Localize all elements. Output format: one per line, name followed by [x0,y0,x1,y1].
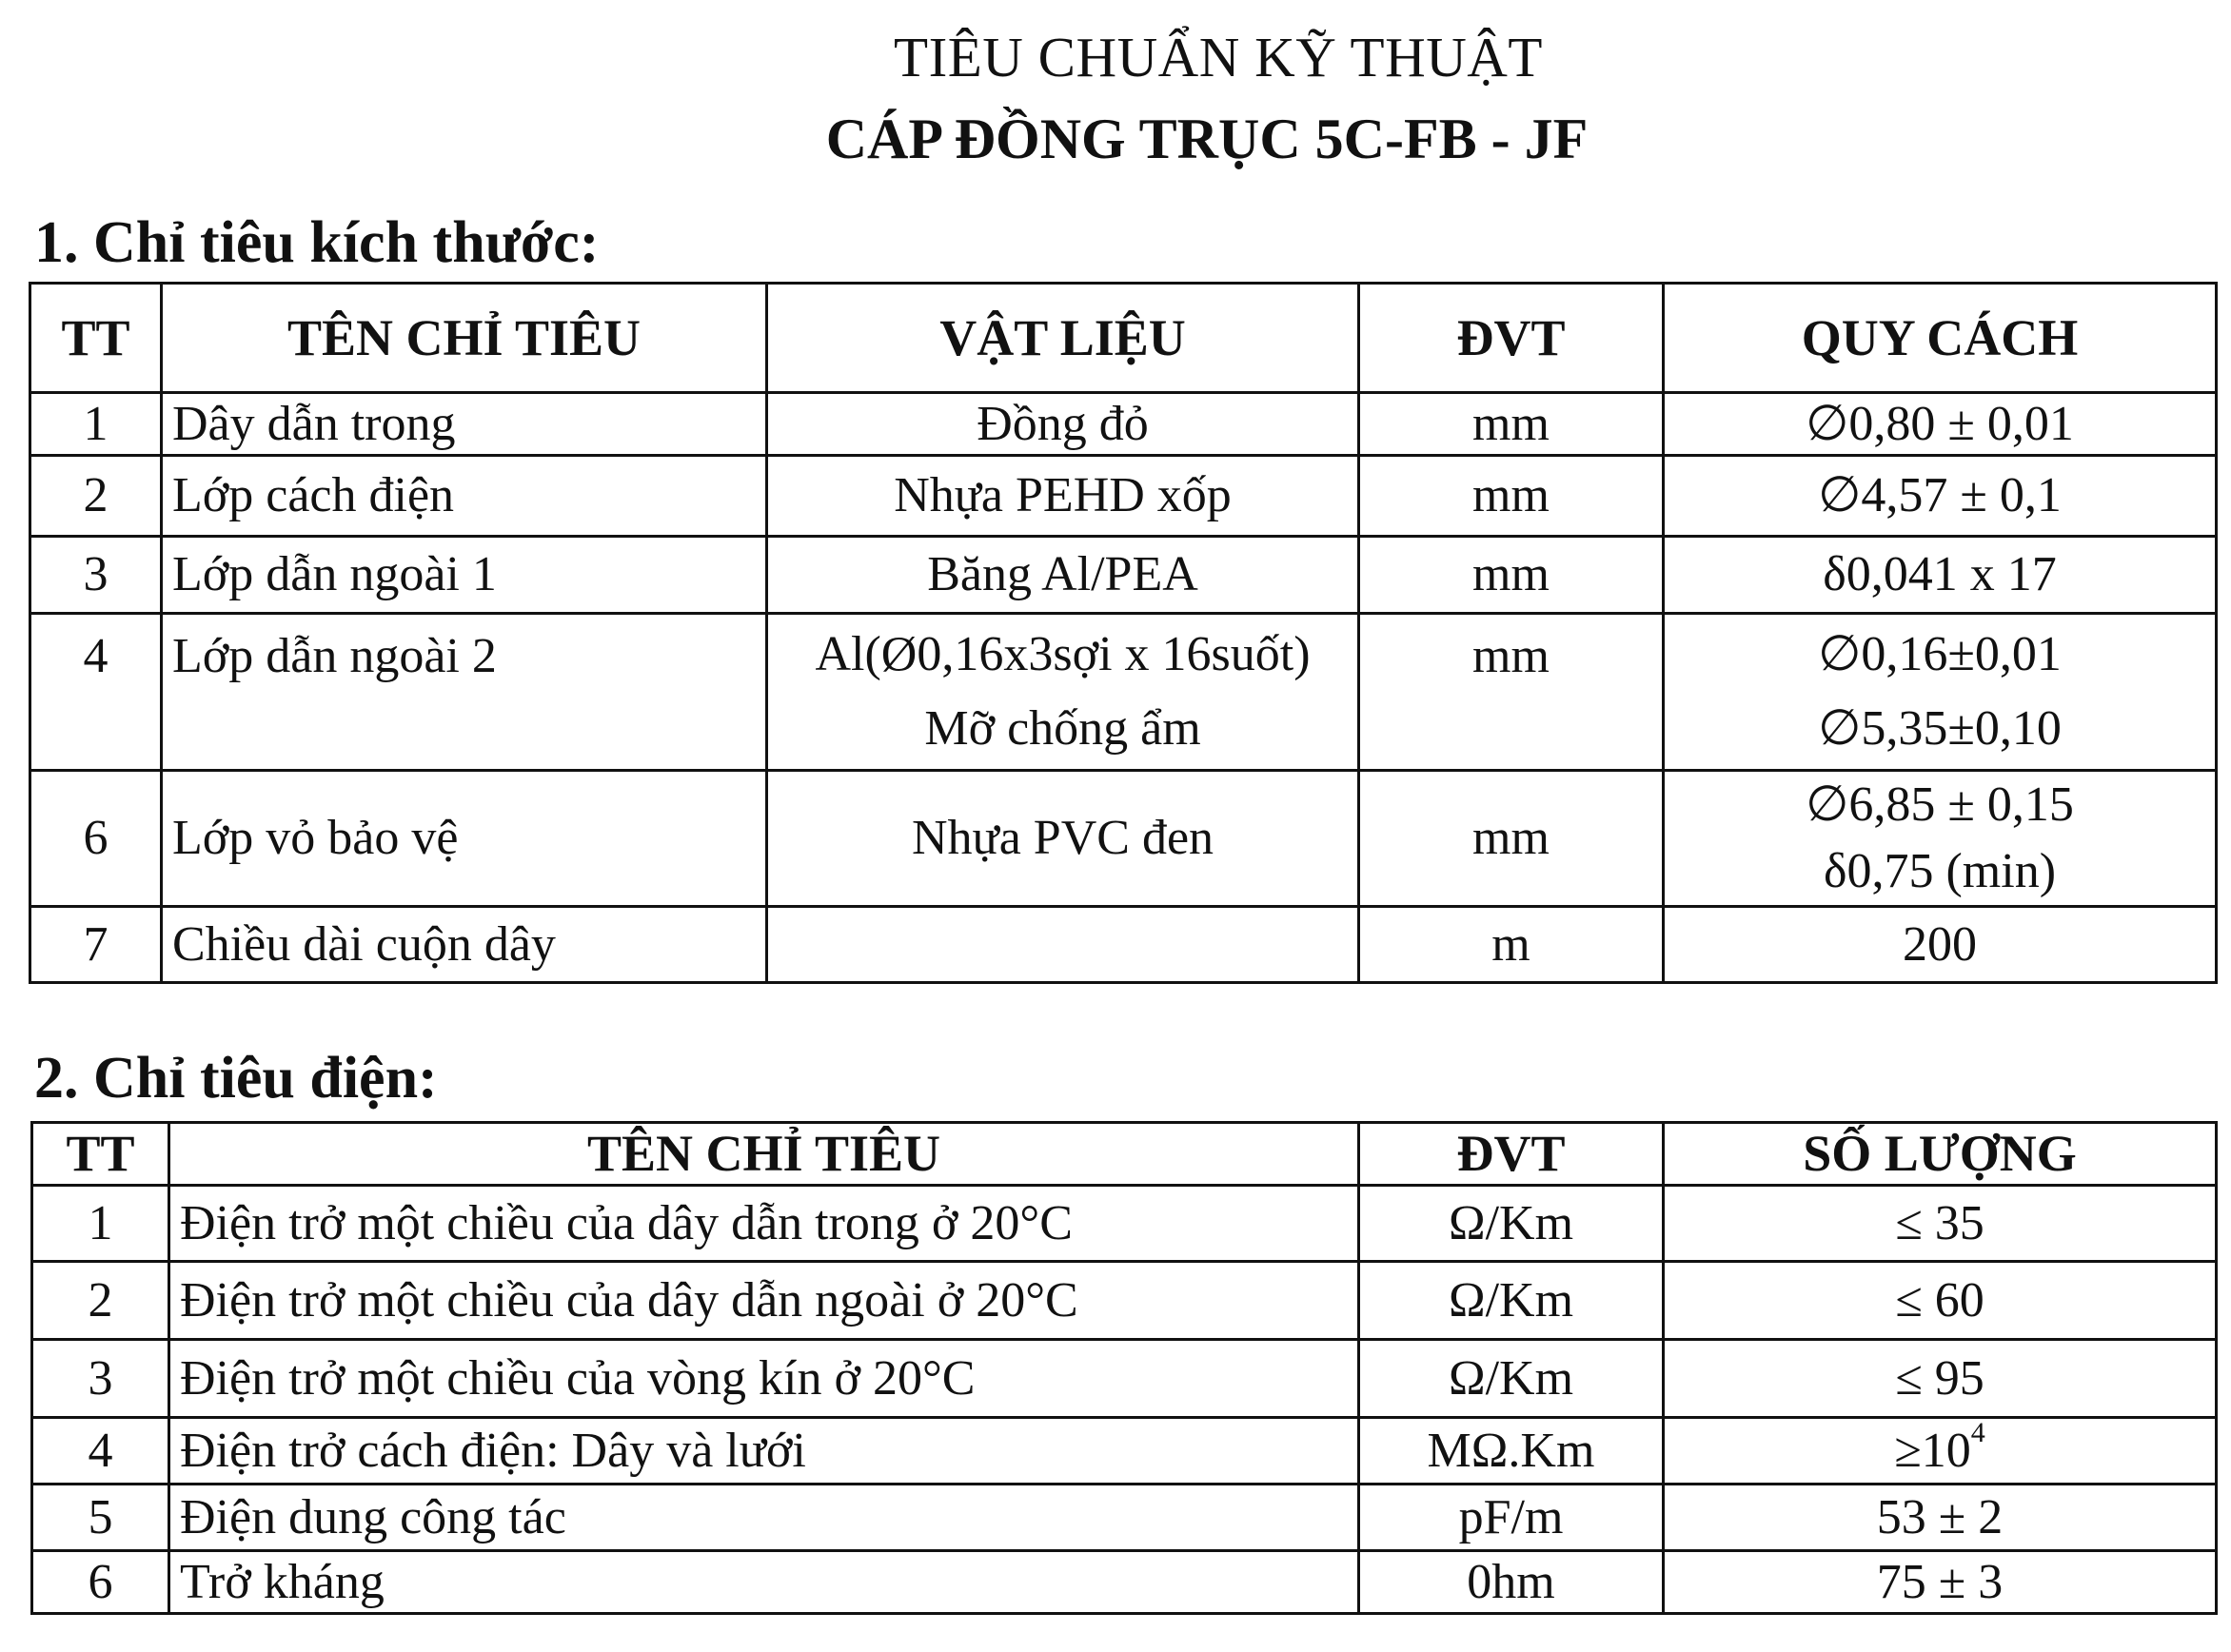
dimension-spec-table [29,282,2218,984]
column-header-name: TÊN CHỈ TIÊU [169,1123,1359,1186]
row-material: Al(Ø0,16x3sợi x 16suốt) [815,627,1311,681]
table-row [32,1262,2217,1340]
row-tt: 2 [32,1262,169,1340]
row-name: Lớp dẫn ngoài 2 [162,614,767,771]
row-unit: mm [1359,771,1664,907]
table-header-row [32,1123,2217,1186]
column-header-unit: ĐVT [1359,1123,1664,1186]
column-header-tt: TT [30,284,162,393]
row-name: Điện trở cách điện: Dây và lưới [169,1418,1359,1485]
row-name: Điện trở một chiều của dây dẫn trong ở 20°C [169,1186,1359,1262]
table-row [32,1186,2217,1262]
row-value: 53 ± 2 [1664,1485,2217,1551]
row-tt: 3 [30,537,162,614]
row-tt: 6 [30,771,162,907]
row-name: Điện dung công tác [169,1485,1359,1551]
row-material-cell [767,614,1359,771]
row-name: Lớp dẫn ngoài 1 [162,537,767,614]
table-row [30,614,2217,771]
row-unit: Ω/Km [1359,1340,1664,1418]
row-unit: 0hm [1359,1551,1664,1614]
section2-heading: 2. Chỉ tiêu điện: [34,1046,438,1111]
row-name: Trở kháng [169,1551,1359,1614]
section1-heading: 1. Chỉ tiêu kích thước: [34,210,600,275]
row-tt: 2 [30,456,162,537]
row-value-cell [1664,1418,2217,1485]
row-name: Chiều dài cuộn dây [162,907,767,983]
row-tt: 3 [32,1340,169,1418]
row-value: ≤ 60 [1664,1262,2217,1340]
row-value: ≥10 [1894,1423,1971,1478]
document-subtitle: CÁP ĐỒNG TRỤC 5C-FB - JF [825,108,1589,170]
row-material: Nhựa PEHD xốp [767,456,1359,537]
row-spec: ∅0,16±0,01 [1818,627,2062,681]
table-row [32,1551,2217,1614]
row-spec-cell [1664,614,2217,771]
table-header-row [30,284,2217,393]
row-unit: mm [1359,393,1664,456]
row-spec-secondary: ∅5,35±0,10 [1818,701,2062,756]
row-unit: MΩ.Km [1359,1418,1664,1485]
row-spec: δ0,041 x 17 [1664,537,2217,614]
row-name: Lớp vỏ bảo vệ [162,771,767,907]
row-name: Điện trở một chiều của vòng kín ở 20°C [169,1340,1359,1418]
electrical-spec-table [30,1121,2218,1615]
row-spec-cell [1664,771,2217,907]
column-header-quantity: SỐ LƯỢNG [1664,1123,2217,1186]
document-title: TIÊU CHUẨN KỸ THUẬT [894,26,1543,88]
column-header-name: TÊN CHỈ TIÊU [162,284,767,393]
row-tt: 6 [32,1551,169,1614]
row-tt: 4 [32,1418,169,1485]
row-spec: ∅0,80 ± 0,01 [1664,393,2217,456]
column-header-spec: QUY CÁCH [1664,284,2217,393]
row-tt: 1 [32,1186,169,1262]
row-spec: 200 [1664,907,2217,983]
row-spec: ∅6,85 ± 0,15 [1806,777,2074,832]
row-tt: 4 [30,614,162,771]
row-unit: mm [1359,456,1664,537]
table-row [32,1418,2217,1485]
row-value-exponent: 4 [1970,1417,1985,1448]
table-row [32,1340,2217,1418]
row-spec: ∅4,57 ± 0,1 [1664,456,2217,537]
row-unit: Ω/Km [1359,1186,1664,1262]
row-material [767,907,1359,983]
row-name: Điện trở một chiều của dây dẫn ngoài ở 20°C [169,1262,1359,1340]
table-row [30,537,2217,614]
row-name: Dây dẫn trong [162,393,767,456]
row-unit: pF/m [1359,1485,1664,1551]
row-tt: 1 [30,393,162,456]
row-unit: m [1359,907,1664,983]
row-value: ≤ 95 [1664,1340,2217,1418]
row-value: ≤ 35 [1664,1186,2217,1262]
column-header-tt: TT [32,1123,169,1186]
row-name: Lớp cách điện [162,456,767,537]
row-material: Nhựa PVC đen [767,771,1359,907]
row-value: 75 ± 3 [1664,1551,2217,1614]
row-material-secondary: Mỡ chống ẩm [924,701,1201,756]
table-row [30,907,2217,983]
row-material: Đồng đỏ [767,393,1359,456]
row-tt: 5 [32,1485,169,1551]
row-tt: 7 [30,907,162,983]
row-unit: Ω/Km [1359,1262,1664,1340]
table-row [32,1485,2217,1551]
column-header-material: VẬT LIỆU [767,284,1359,393]
table-row [30,771,2217,907]
row-spec-secondary: δ0,75 (min) [1823,844,2057,898]
table-row [30,456,2217,537]
column-header-unit: ĐVT [1359,284,1664,393]
table-row [30,393,2217,456]
row-unit: mm [1359,614,1664,771]
row-unit: mm [1359,537,1664,614]
row-material: Băng Al/PEA [767,537,1359,614]
